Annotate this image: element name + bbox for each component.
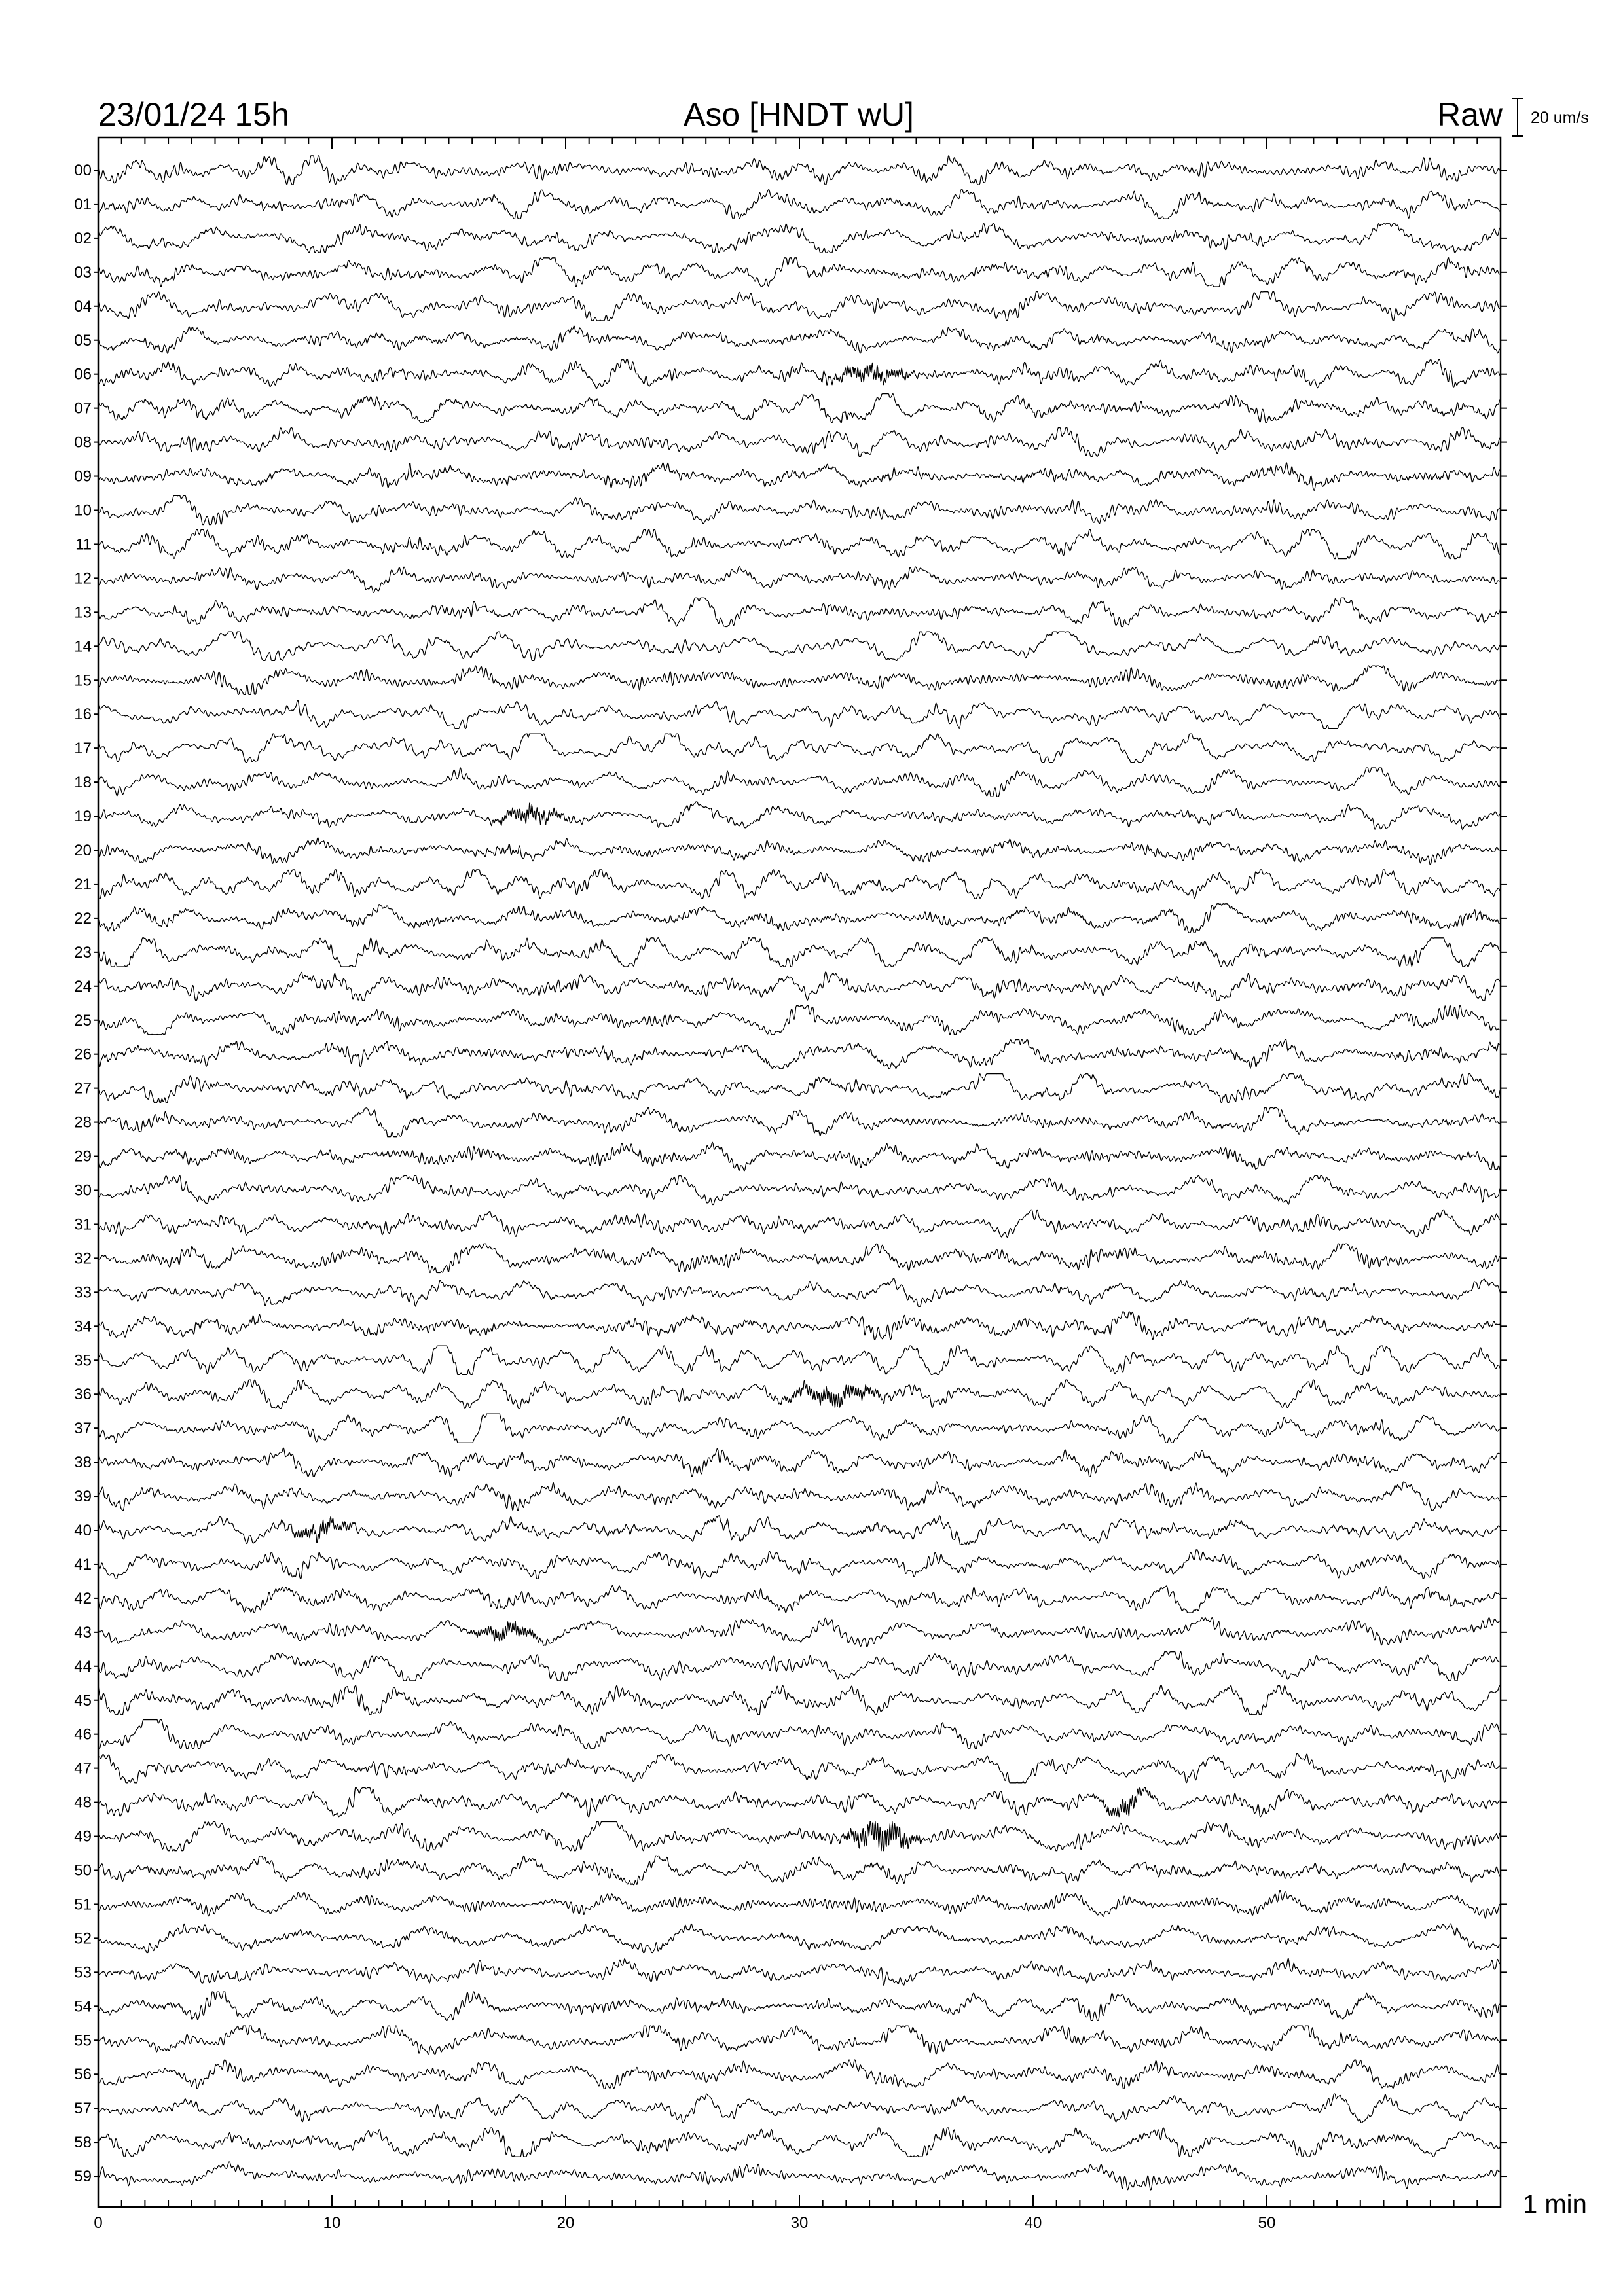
trace-row-25 xyxy=(98,1006,1501,1035)
row-label: 17 xyxy=(74,740,92,758)
trace-row-32 xyxy=(98,1244,1501,1272)
row-label: 31 xyxy=(74,1215,92,1234)
trace-row-11 xyxy=(98,529,1501,558)
row-label: 45 xyxy=(74,1691,92,1710)
trace-row-55 xyxy=(98,2026,1501,2054)
row-label: 32 xyxy=(74,1249,92,1268)
row-label: 56 xyxy=(74,2066,92,2084)
row-label: 49 xyxy=(74,1827,92,1846)
trace-row-07 xyxy=(98,394,1501,423)
trace-row-10 xyxy=(98,495,1501,524)
trace-row-15 xyxy=(98,666,1501,694)
trace-row-24 xyxy=(98,972,1501,1001)
trace-row-37 xyxy=(98,1414,1501,1443)
trace-row-47 xyxy=(98,1754,1501,1783)
row-label: 30 xyxy=(74,1181,92,1200)
trace-row-09 xyxy=(98,463,1501,490)
trace-row-03 xyxy=(98,258,1501,287)
row-label: 19 xyxy=(74,808,92,826)
row-label: 42 xyxy=(74,1589,92,1607)
trace-row-58 xyxy=(98,2128,1501,2157)
trace-row-40 xyxy=(98,1516,1501,1545)
row-label: 16 xyxy=(74,706,92,724)
trace-row-31 xyxy=(98,1210,1501,1237)
row-label: 06 xyxy=(74,365,92,384)
trace-row-46 xyxy=(98,1720,1501,1749)
date-hour-label: 23/01/24 15h xyxy=(98,96,289,133)
trace-row-23 xyxy=(98,938,1501,967)
row-label: 02 xyxy=(74,229,92,247)
row-label: 57 xyxy=(74,2100,92,2118)
trace-row-21 xyxy=(98,870,1501,899)
row-label-axis xyxy=(74,162,1507,2185)
station-title: Aso [HNDT wU] xyxy=(684,96,914,133)
trace-row-05 xyxy=(98,326,1501,354)
mode-label: Raw xyxy=(1436,96,1503,133)
trace-row-51 xyxy=(98,1890,1501,1918)
row-label: 35 xyxy=(74,1352,92,1370)
trace-row-30 xyxy=(98,1175,1501,1204)
row-label: 40 xyxy=(74,1522,92,1539)
row-label: 24 xyxy=(74,977,92,996)
row-label: 52 xyxy=(74,1929,92,1948)
row-label: 50 xyxy=(74,1861,92,1880)
x-tick-label: 0 xyxy=(94,2214,103,2232)
row-label: 47 xyxy=(74,1759,92,1778)
trace-row-49 xyxy=(98,1822,1501,1851)
row-label: 43 xyxy=(74,1623,92,1641)
row-label: 12 xyxy=(74,569,92,588)
row-label: 41 xyxy=(74,1555,92,1573)
row-label: 23 xyxy=(74,943,92,961)
row-label: 09 xyxy=(74,467,92,486)
row-label: 54 xyxy=(74,1998,92,2016)
time-unit-label: 1 min xyxy=(1523,2190,1587,2219)
row-label: 59 xyxy=(74,2168,92,2186)
trace-row-52 xyxy=(98,1924,1501,1952)
trace-row-18 xyxy=(98,768,1501,797)
row-label: 46 xyxy=(74,1725,92,1744)
trace-row-17 xyxy=(98,734,1501,762)
row-label: 08 xyxy=(74,433,92,452)
row-label: 34 xyxy=(74,1318,92,1336)
trace-row-28 xyxy=(98,1108,1501,1137)
x-tick-label: 50 xyxy=(1258,2214,1276,2232)
trace-row-54 xyxy=(98,1992,1501,2020)
row-label: 33 xyxy=(74,1283,92,1302)
trace-row-42 xyxy=(98,1585,1501,1613)
trace-row-48 xyxy=(98,1788,1501,1817)
amplitude-scale-label: 20 um/s xyxy=(1531,109,1589,127)
trace-row-36 xyxy=(98,1380,1501,1408)
trace-row-45 xyxy=(98,1686,1501,1715)
row-label: 11 xyxy=(75,535,92,554)
trace-row-44 xyxy=(98,1652,1501,1681)
x-tick-label: 30 xyxy=(790,2214,809,2232)
x-tick-label: 10 xyxy=(323,2214,341,2232)
trace-row-59 xyxy=(98,2162,1501,2190)
trace-row-33 xyxy=(98,1278,1501,1307)
row-label: 20 xyxy=(74,842,92,859)
row-label: 28 xyxy=(74,1113,92,1132)
trace-row-27 xyxy=(98,1074,1501,1103)
row-label: 26 xyxy=(74,1045,92,1064)
row-label: 29 xyxy=(74,1147,92,1166)
trace-row-34 xyxy=(98,1312,1501,1340)
row-label: 36 xyxy=(74,1386,92,1404)
trace-row-43 xyxy=(98,1618,1501,1647)
row-label: 39 xyxy=(74,1488,92,1506)
row-label: 58 xyxy=(74,2134,92,2152)
row-label: 27 xyxy=(74,1079,92,1098)
trace-row-29 xyxy=(98,1142,1501,1171)
row-label: 03 xyxy=(74,263,92,281)
row-label: 48 xyxy=(74,1793,92,1812)
trace-row-53 xyxy=(98,1958,1501,1985)
trace-row-16 xyxy=(98,700,1501,728)
trace-row-38 xyxy=(98,1448,1501,1477)
trace-row-57 xyxy=(98,2094,1501,2123)
trace-row-08 xyxy=(98,428,1501,457)
trace-row-13 xyxy=(98,598,1501,626)
trace-row-22 xyxy=(98,904,1501,933)
trace-row-56 xyxy=(98,2060,1501,2089)
row-label: 04 xyxy=(74,297,92,315)
row-label: 00 xyxy=(74,162,92,179)
trace-row-04 xyxy=(98,292,1501,321)
row-label: 44 xyxy=(74,1657,92,1676)
trace-row-02 xyxy=(98,224,1501,253)
plot-border xyxy=(98,137,1501,2207)
trace-layer xyxy=(98,156,1501,2190)
trace-row-50 xyxy=(98,1856,1501,1884)
row-label: 21 xyxy=(74,875,92,893)
scale-bar xyxy=(1512,98,1523,136)
trace-row-06 xyxy=(98,360,1501,389)
trace-row-12 xyxy=(98,567,1501,593)
row-label: 13 xyxy=(74,603,92,622)
x-tick-label: 40 xyxy=(1024,2214,1042,2232)
row-label: 14 xyxy=(74,637,92,656)
trace-row-01 xyxy=(98,190,1501,219)
plot-frame xyxy=(98,137,1501,2207)
row-label: 37 xyxy=(74,1420,92,1438)
row-label: 38 xyxy=(74,1454,92,1472)
x-tick-label: 20 xyxy=(556,2214,575,2232)
row-label: 05 xyxy=(74,331,92,350)
trace-row-26 xyxy=(98,1040,1501,1069)
row-label: 10 xyxy=(74,501,92,520)
trace-row-14 xyxy=(98,632,1501,660)
row-label: 07 xyxy=(74,399,92,418)
row-label: 18 xyxy=(74,774,92,792)
row-label: 15 xyxy=(74,672,92,690)
row-label: 55 xyxy=(74,2032,92,2050)
trace-row-35 xyxy=(98,1346,1501,1374)
row-label: 53 xyxy=(74,1964,92,1982)
trace-row-19 xyxy=(98,802,1501,830)
trace-row-41 xyxy=(98,1550,1501,1579)
trace-row-20 xyxy=(98,838,1501,865)
row-label: 51 xyxy=(74,1895,92,1914)
trace-row-00 xyxy=(98,156,1501,185)
row-label: 25 xyxy=(74,1011,92,1030)
row-label: 22 xyxy=(74,909,92,927)
trace-row-39 xyxy=(98,1482,1501,1511)
row-label: 01 xyxy=(74,195,92,213)
